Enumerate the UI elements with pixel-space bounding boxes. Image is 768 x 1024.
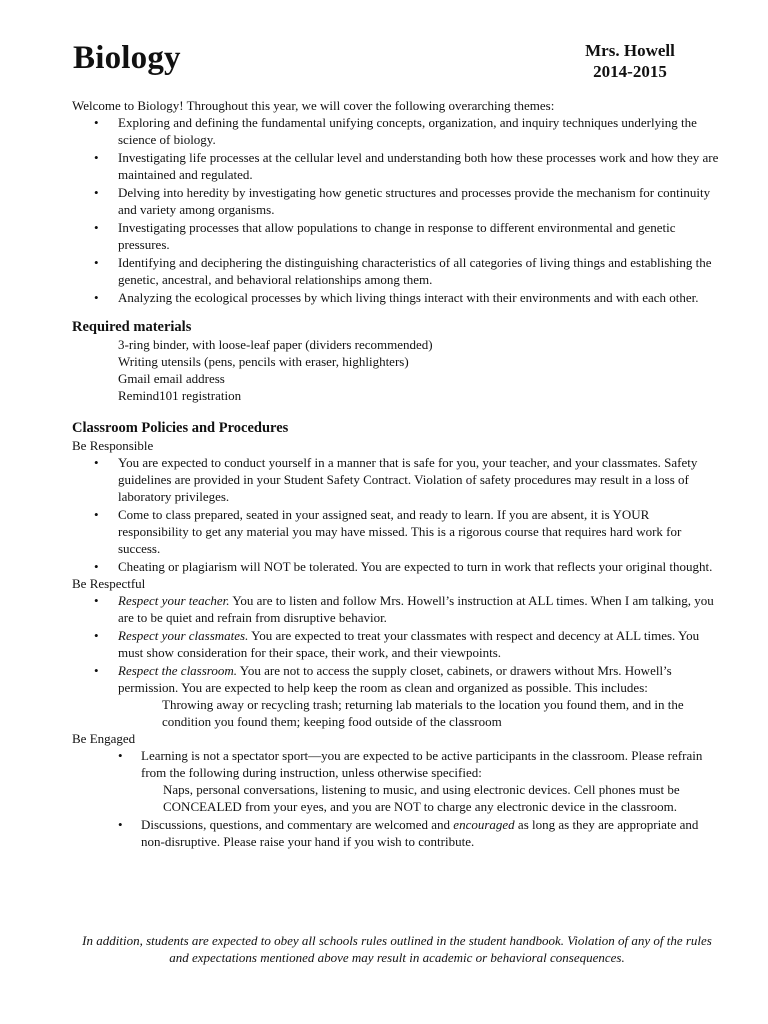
responsible-label: Be Responsible xyxy=(72,438,154,453)
material-item: Remind101 registration xyxy=(118,388,242,403)
engaged-sub-text: Naps, personal conversations, listening to music, and using electronic devices. Cell phones must be CONCEALED from your eyes, and you are NOT to charge any electronic device in the classroom. xyxy=(163,782,680,814)
policy-lead: Respect the classroom. xyxy=(118,663,238,678)
school-year: 2014-2015 xyxy=(593,62,667,81)
policy-lead: Respect your teacher. xyxy=(118,593,230,608)
engaged-list-2 xyxy=(72,816,722,850)
teacher-name: Mrs. Howell xyxy=(585,41,675,60)
theme-item: • Investigating processes that allow populations to change in response to different environmental and genetic pressures. xyxy=(72,219,722,253)
policy-item xyxy=(72,592,722,626)
materials-list xyxy=(72,336,722,404)
policy-item: • You are expected to conduct yourself in a manner that is safe for you, your teacher, and your classmates. Safety guidelines are provided in your Student Safety Contract. Violation of safety procedures may result in a loss of laboratory privileges. xyxy=(72,454,722,505)
policy-text: You are expected to treat your classmates with respect and decency at ALL times. You must show consideration for their space, their work, and their viewpoints. xyxy=(118,628,700,660)
policy-lead: Respect your classmates. xyxy=(118,628,249,643)
theme-item: • Delving into heredity by investigating how genetic structures and processes provide the mechanism for continuity and variety among organisms. xyxy=(72,184,722,218)
policy-text: Discussions, questions, and commentary are welcomed and xyxy=(141,817,454,832)
classroom-sub-text: Throwing away or recycling trash; returning lab materials to the location you found them, and in the condition you found them; keeping food outside of the classroom xyxy=(162,697,684,729)
policy-text: as long as they are appropriate and non-disruptive. Please raise your hand if you wish to contribute. xyxy=(141,817,699,849)
theme-item: • Investigating life processes at the cellular level and understanding both how these processes work and how they are maintained and regulated. xyxy=(72,149,722,183)
policy-item: • Come to class prepared, seated in your assigned seat, and ready to learn. If you are absent, it is YOUR responsibility to get any material you may have missed. This is a rigorous course that requires hard work for success. xyxy=(72,506,722,557)
material-item: 3-ring binder, with loose-leaf paper (dividers recommended) xyxy=(118,337,433,352)
policy-text: You are not to access the supply closet, cabinets, or drawers without Mrs. Howell’s permission. You are expected to help keep the room as clean and organized as possible. This includes: xyxy=(118,663,672,695)
engaged-list xyxy=(72,747,722,781)
respectful-list xyxy=(72,592,722,696)
theme-item: • Identifying and deciphering the distinguishing characteristics of all categories of living things and establishing the genetic, ancestral, and behavioral relationships among them. xyxy=(72,254,722,288)
responsible-list xyxy=(72,454,722,575)
footer-note: In addition, students are expected to obey all schools rules outlined in the student handbook. Violation of any of the rules and expectations mentioned above may result in academic or behavioral consequences. xyxy=(82,933,712,965)
materials-heading: Required materials xyxy=(72,319,192,335)
policy-emphasis: encouraged xyxy=(453,817,515,832)
teacher-block xyxy=(560,40,700,82)
policy-item xyxy=(72,662,722,696)
page-title: Biology xyxy=(73,40,181,76)
policy-text: You are to listen and follow Mrs. Howell’s instruction at ALL times. When I am talking, you are to be quiet and refrain from disruptive behavior. xyxy=(118,593,714,625)
policy-item xyxy=(72,627,722,661)
engaged-label: Be Engaged xyxy=(72,731,136,746)
respectful-label: Be Respectful xyxy=(72,576,146,591)
material-item: Gmail email address xyxy=(118,371,225,386)
syllabus-body xyxy=(72,97,722,850)
themes-list xyxy=(72,114,722,306)
theme-item: • Analyzing the ecological processes by which living things interact with their environments and with each other. xyxy=(72,289,722,306)
theme-item: • Exploring and defining the fundamental unifying concepts, organization, and inquiry techniques underlying the science of biology. xyxy=(72,114,722,148)
material-item: Writing utensils (pens, pencils with eraser, highlighters) xyxy=(118,354,409,369)
policy-item: • Cheating or plagiarism will NOT be tolerated. You are expected to turn in work that reflects your original thought. xyxy=(72,558,722,575)
policy-item xyxy=(72,816,722,850)
intro-text: Welcome to Biology! Throughout this year, we will cover the following overarching themes: xyxy=(72,98,555,113)
policies-heading: Classroom Policies and Procedures xyxy=(72,420,289,436)
policy-item: • Learning is not a spectator sport—you are expected to be active participants in the classroom. Please refrain from the following during instruction, unless otherwise specified: xyxy=(72,747,722,781)
